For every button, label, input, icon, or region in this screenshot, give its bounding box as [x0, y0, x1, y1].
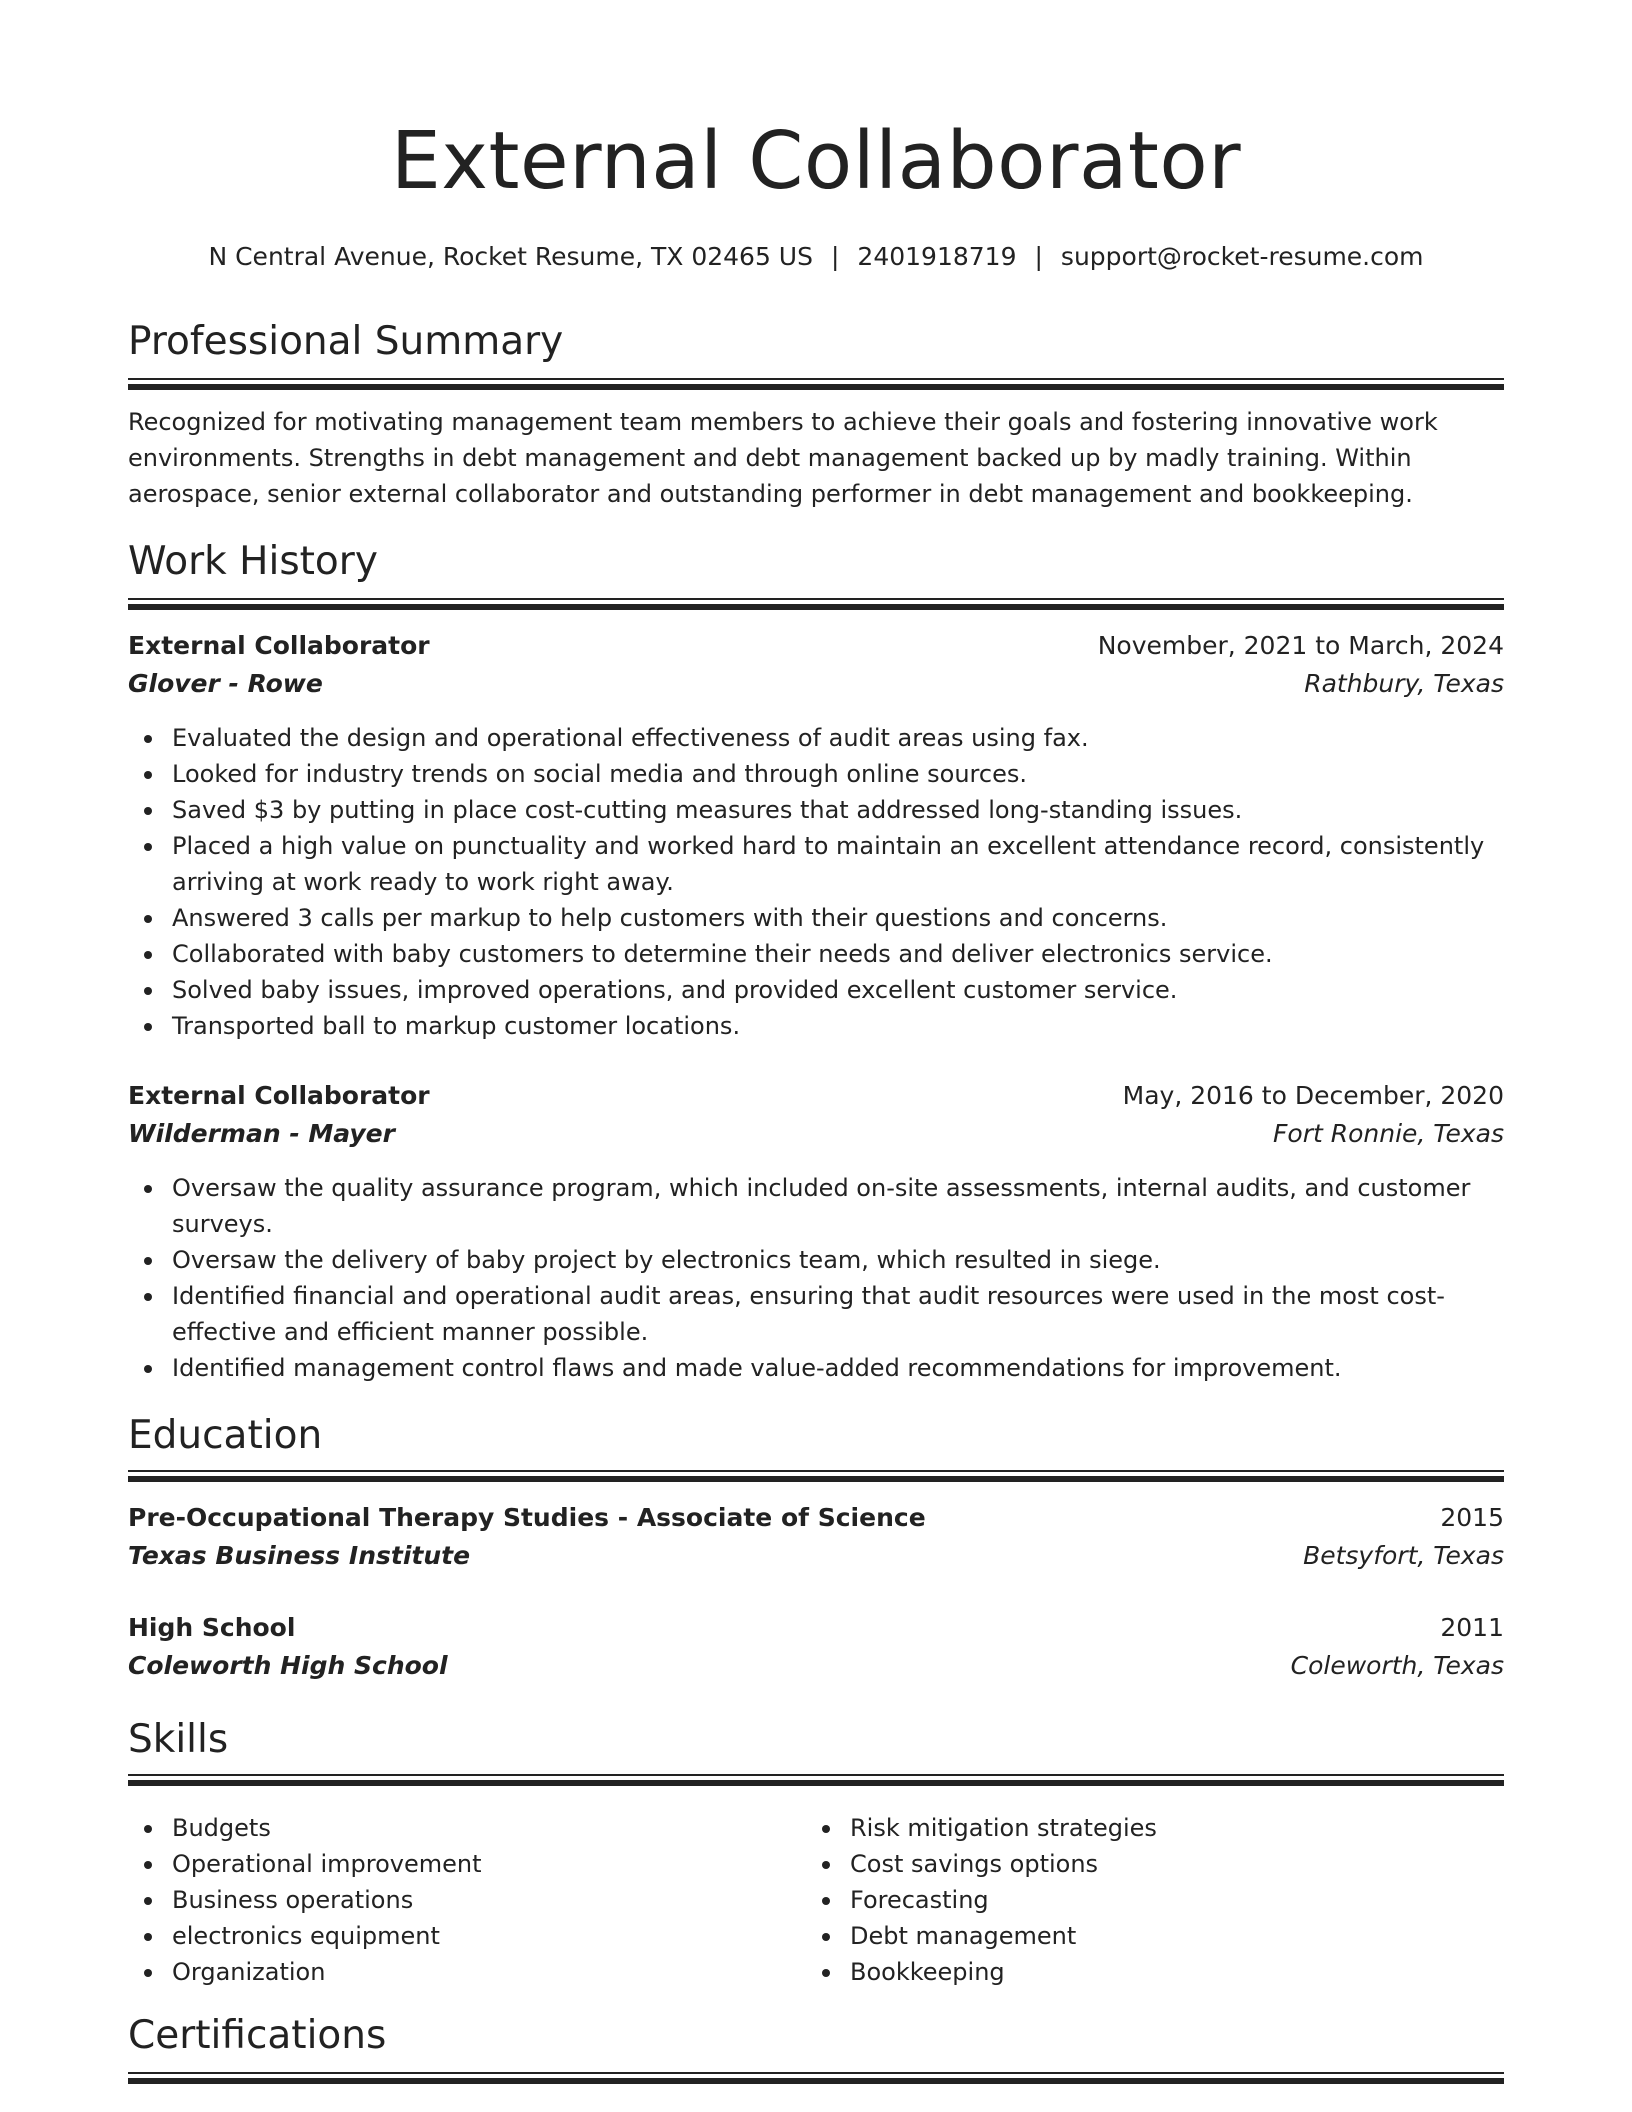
job-title: External Collaborator [128, 1081, 430, 1110]
section-rule [128, 2078, 1504, 2084]
education-header [128, 1610, 1504, 1646]
job-header [128, 1078, 1504, 1114]
list-item: Oversaw the delivery of baby project by electronics team, which resulted in siege. [128, 1242, 1504, 1278]
section-title: Professional Summary [128, 319, 564, 364]
skill-item: Risk mitigation strategies [806, 1810, 1632, 1846]
education-year: 2011 [1440, 1613, 1504, 1642]
job-subheader [128, 1116, 1504, 1152]
contact-address: N Central Avenue, Rocket Resume, TX 02465 US [208, 242, 813, 271]
education-year: 2015 [1440, 1503, 1504, 1532]
skill-item: Debt management [806, 1918, 1632, 1954]
section-title: Education [128, 1413, 323, 1458]
education-degree: Pre-Occupational Therapy Studies - Associate of Science [128, 1503, 926, 1532]
section-certifications [128, 2013, 1504, 2058]
skills-list-right [806, 1810, 1632, 1990]
education-school: Texas Business Institute [128, 1541, 471, 1570]
job-company: Glover - Rowe [128, 669, 323, 698]
contact-separator: | [1034, 242, 1043, 271]
section-rule [128, 1774, 1504, 1776]
education-school: Coleworth High School [128, 1651, 448, 1680]
section-rule [128, 1476, 1504, 1482]
job-location: Rathbury, Texas [1304, 669, 1504, 698]
section-professional-summary [128, 319, 1504, 364]
list-item: Transported ball to markup customer locations. [128, 1008, 1504, 1044]
skill-item: Organization [128, 1954, 1504, 1990]
list-item: Evaluated the design and operational effectiveness of audit areas using fax. [128, 720, 1504, 756]
list-item: Collaborated with baby customers to determine their needs and deliver electronics service. [128, 936, 1504, 972]
section-education [128, 1413, 1504, 1458]
section-title: Skills [128, 1717, 229, 1762]
skill-item: Operational improvement [128, 1846, 1504, 1882]
list-item: Identified financial and operational audit areas, ensuring that audit resources were used in the most cost-effective and efficient manner possible. [128, 1278, 1504, 1350]
section-rule [128, 1780, 1504, 1786]
job-location: Fort Ronnie, Texas [1273, 1119, 1504, 1148]
section-rule [128, 604, 1504, 610]
skill-item: electronics equipment [128, 1918, 1504, 1954]
skill-item: Forecasting [806, 1882, 1632, 1918]
skill-item: Business operations [128, 1882, 1504, 1918]
job-subheader [128, 666, 1504, 702]
section-rule [128, 384, 1504, 390]
job-bullets [128, 720, 1504, 1044]
job-title: External Collaborator [128, 631, 430, 660]
job-company: Wilderman - Mayer [128, 1119, 395, 1148]
job-dates: November, 2021 to March, 2024 [1097, 631, 1504, 660]
list-item: Solved baby issues, improved operations, and provided excellent customer service. [128, 972, 1504, 1008]
candidate-name: External Collaborator [390, 115, 1242, 207]
list-item: Looked for industry trends on social media and through online sources. [128, 756, 1504, 792]
skill-item: Cost savings options [806, 1846, 1632, 1882]
job-bullets [128, 1170, 1504, 1386]
skill-item: Bookkeeping [806, 1954, 1632, 1990]
section-title: Certifications [128, 2013, 387, 2058]
list-item: Answered 3 calls per markup to help customers with their questions and concerns. [128, 900, 1504, 936]
education-degree: High School [128, 1613, 296, 1642]
summary-text: Recognized for motivating management team members to achieve their goals and fostering innovative work environments. Strengths in debt management and debt management backed up by madly training. Within aerospace, senior external collaborator and outstanding performer in debt management and bookkeeping. [128, 408, 1438, 508]
section-title: Work History [128, 539, 378, 584]
section-skills [128, 1717, 1504, 1762]
list-item: Saved $3 by putting in place cost-cutting measures that addressed long-standing issues. [128, 792, 1504, 828]
section-rule [128, 378, 1504, 380]
list-item: Placed a high value on punctuality and worked hard to maintain an excellent attendance record, consistently arriving at work ready to work right away. [128, 828, 1504, 900]
job-header [128, 628, 1504, 664]
education-subheader [128, 1648, 1504, 1684]
job-dates: May, 2016 to December, 2020 [1122, 1081, 1504, 1110]
section-rule [128, 2072, 1504, 2074]
education-location: Betsyfort, Texas [1303, 1541, 1504, 1570]
education-location: Coleworth, Texas [1290, 1651, 1504, 1680]
list-item: Identified management control flaws and made value-added recommendations for improvement. [128, 1350, 1504, 1386]
section-rule [128, 598, 1504, 600]
education-subheader [128, 1538, 1504, 1574]
list-item: Oversaw the quality assurance program, which included on-site assessments, internal audits, and customer surveys. [128, 1170, 1504, 1242]
contact-separator: | [830, 242, 840, 271]
skill-item: Budgets [128, 1810, 1504, 1846]
section-work-history [128, 539, 1504, 584]
section-rule [128, 1470, 1504, 1472]
contact-line [0, 242, 1632, 272]
education-header [128, 1500, 1504, 1536]
contact-email[interactable]: support@rocket-resume.com [1060, 242, 1424, 271]
contact-phone: 2401918719 [857, 242, 1017, 271]
